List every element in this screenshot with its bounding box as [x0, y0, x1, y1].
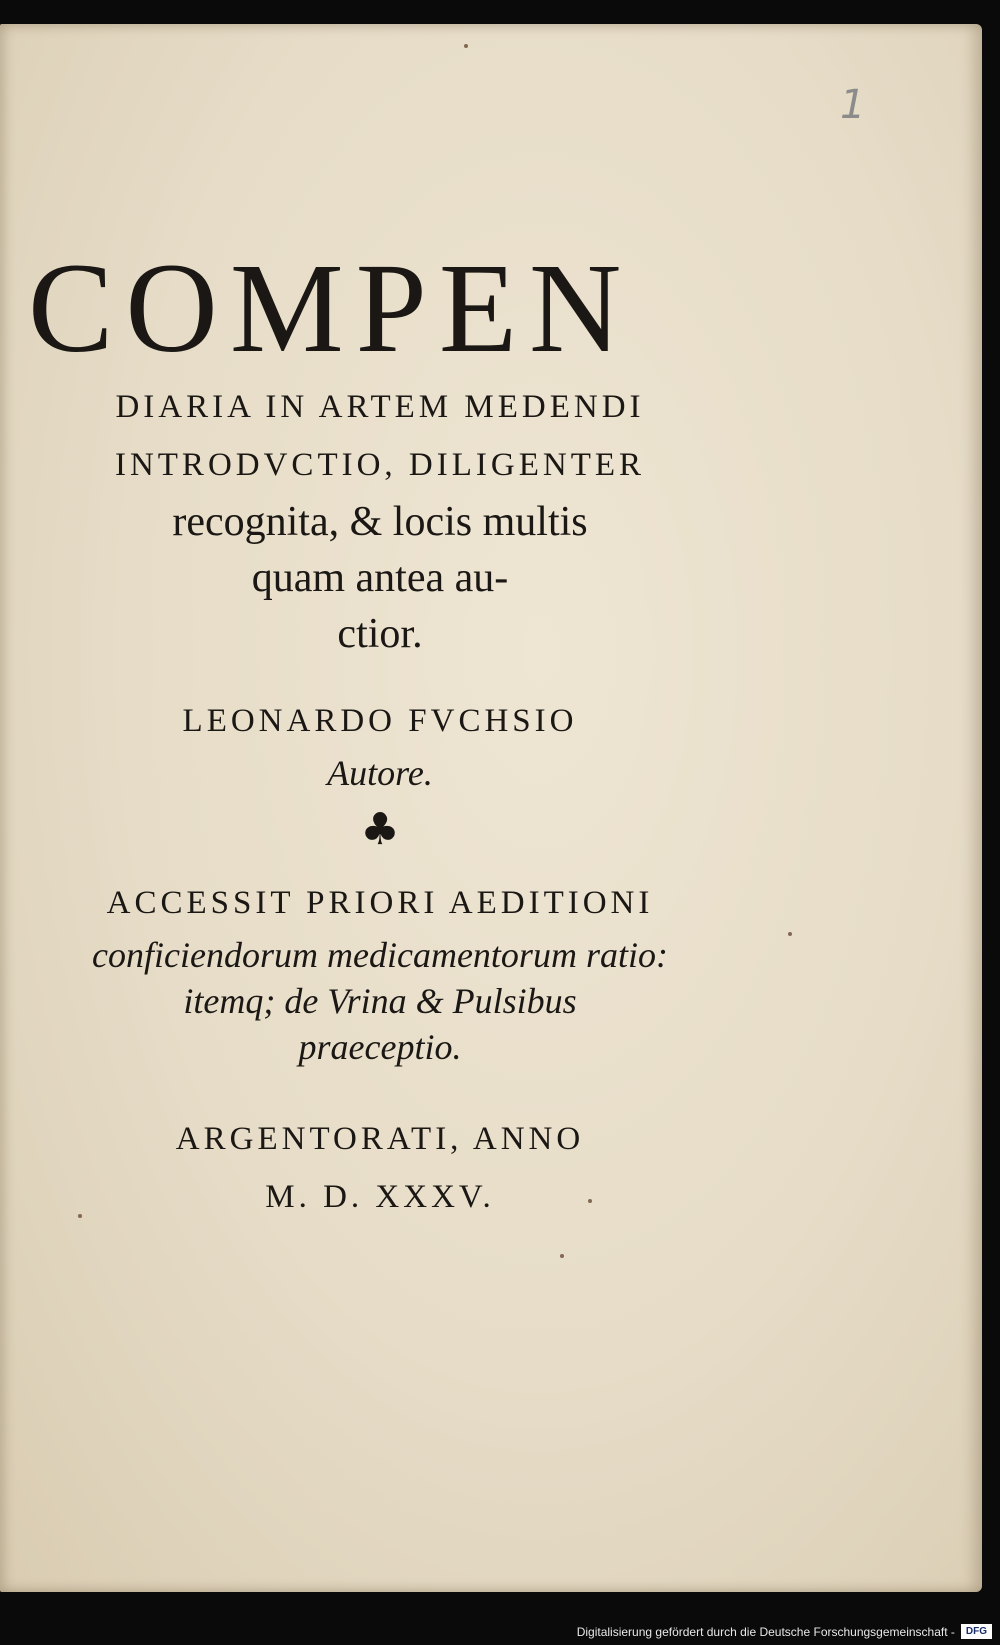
ink-speck [788, 932, 792, 936]
funding-credit-text: Digitalisierung gefördert durch die Deutsche Forschungsgemeinschaft - [576, 1624, 955, 1639]
accessit-block [0, 874, 760, 1070]
imprint-line-2: M. D. XXXV. [265, 1179, 495, 1215]
imprint-line-1: ARGENTORATI, ANNO [175, 1121, 585, 1157]
subtitle-line-1: DIARIA IN ARTEM MEDENDI [115, 389, 645, 425]
ink-speck [560, 1254, 564, 1258]
title-page [0, 24, 982, 1592]
pencil-folio-number: 1 [840, 82, 866, 128]
subtitle-block [0, 378, 760, 662]
subtitle-line-3: recognita, & locis multis [172, 499, 588, 545]
imprint-block [0, 1110, 760, 1226]
subtitle-line-4: quam antea au- [251, 555, 509, 601]
main-title: COMPEN [28, 237, 634, 379]
footer-credit [577, 1624, 992, 1639]
subtitle-line-5: ctior. [337, 611, 423, 657]
author-role: Autore. [327, 753, 433, 793]
accessit-line-2: conficiendorum medicamentorum ratio: [92, 935, 668, 975]
accessit-line-3: itemq; de Vrina & Pulsibus [183, 981, 577, 1021]
title-block [0, 237, 760, 1226]
subtitle-line-2: INTRODVCTIO, DILIGENTER [114, 447, 646, 483]
accessit-line-4: praeceptio. [298, 1027, 462, 1067]
author-name: LEONARDO FVCHSIO [182, 703, 578, 739]
ink-speck [464, 44, 468, 48]
author-block [0, 692, 760, 860]
accessit-line-1: ACCESSIT PRIORI AEDITIONI [106, 885, 654, 921]
club-fleuron-icon: ♣ [360, 804, 400, 855]
dfg-logo-icon: DFG [961, 1624, 992, 1639]
